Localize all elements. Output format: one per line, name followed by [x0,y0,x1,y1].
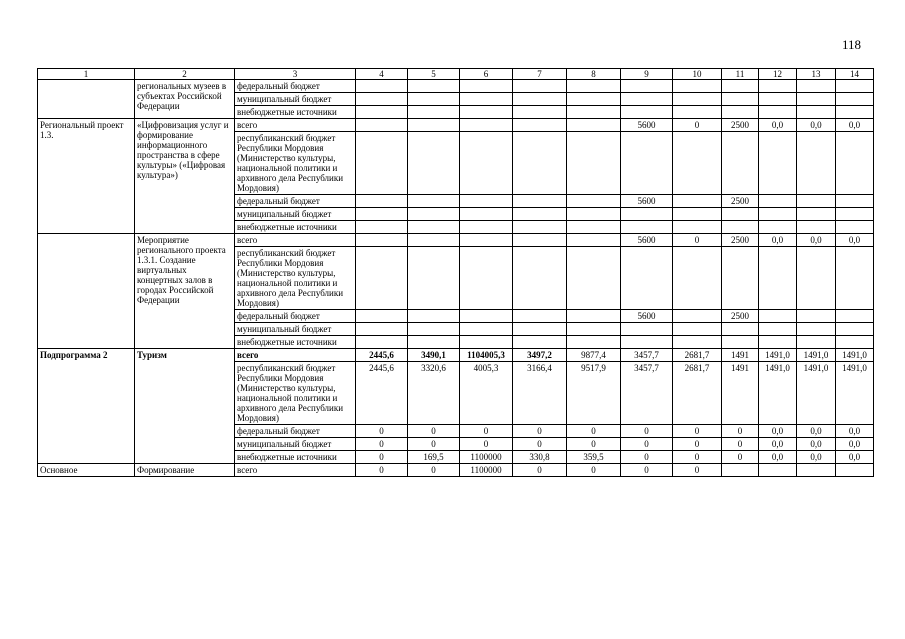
funding-source-cell: федеральный бюджет [235,310,356,323]
value-cell-col-10: 2681,7 [673,349,722,362]
funding-source-cell: федеральный бюджет [235,80,356,93]
value-cell-col-10 [673,247,722,310]
column-header-5: 5 [408,69,460,80]
value-cell-col-10: 2681,7 [673,362,722,425]
value-cell-col-7 [513,119,567,132]
value-cell-col-7 [513,208,567,221]
value-cell-col-12: 1491,0 [759,349,797,362]
table-row [38,80,874,93]
value-cell-col-8 [567,310,621,323]
value-cell-col-10 [673,221,722,234]
value-cell-col-13: 0,0 [797,119,836,132]
value-cell-col-14: 0,0 [836,119,874,132]
value-cell-col-6: 1100000 [460,464,513,477]
value-cell-col-12: 0,0 [759,451,797,464]
value-cell-col-6 [460,247,513,310]
value-cell-col-7 [513,80,567,93]
value-cell-col-11: 0 [722,451,759,464]
value-cell-col-6 [460,106,513,119]
column-header-6: 6 [460,69,513,80]
program-name-cell: Формирование [135,464,235,477]
funding-source-cell: республиканский бюджет Республики Мордовия (Министерство культуры, национальной политики и архивного дела Республики Мордовия) [235,132,356,195]
value-cell-col-12 [759,132,797,195]
value-cell-col-9 [621,93,673,106]
funding-source-cell: всего [235,234,356,247]
value-cell-col-9: 3457,7 [621,362,673,425]
value-cell-col-13 [797,208,836,221]
value-cell-col-13 [797,106,836,119]
value-cell-col-12 [759,208,797,221]
value-cell-col-9: 0 [621,451,673,464]
value-cell-col-13 [797,464,836,477]
value-cell-col-12 [759,80,797,93]
value-cell-col-4 [356,80,408,93]
value-cell-col-9 [621,323,673,336]
value-cell-col-12 [759,323,797,336]
table-body [38,69,874,477]
value-cell-col-13 [797,247,836,310]
value-cell-col-9: 0 [621,438,673,451]
value-cell-col-14: 0,0 [836,425,874,438]
value-cell-col-5 [408,132,460,195]
value-cell-col-11 [722,323,759,336]
value-cell-col-12 [759,247,797,310]
budget-table [37,68,874,477]
value-cell-col-8 [567,195,621,208]
value-cell-col-7: 3166,4 [513,362,567,425]
value-cell-col-11: 2500 [722,119,759,132]
column-header-12: 12 [759,69,797,80]
value-cell-col-10: 0 [673,438,722,451]
program-name-cell: региональных музеев в субъектах Российской Федерации [135,80,235,119]
value-cell-col-9: 5600 [621,310,673,323]
column-header-4: 4 [356,69,408,80]
value-cell-col-4: 2445,6 [356,349,408,362]
column-header-1: 1 [38,69,135,80]
value-cell-col-12: 0,0 [759,425,797,438]
value-cell-col-6 [460,195,513,208]
value-cell-col-10: 0 [673,451,722,464]
value-cell-col-13: 0,0 [797,425,836,438]
program-name-cell: «Цифровизация услуг и формирование информационного пространства в сфере культуры» («Цифровая культура») [135,119,235,234]
value-cell-col-14: 0,0 [836,234,874,247]
value-cell-col-13 [797,132,836,195]
value-cell-col-10: 0 [673,464,722,477]
value-cell-col-6 [460,132,513,195]
value-cell-col-5: 3490,1 [408,349,460,362]
column-header-14: 14 [836,69,874,80]
value-cell-col-4 [356,132,408,195]
program-name-cell: Мероприятие регионального проекта 1.3.1. Создание виртуальных концертных залов в городах Российской Федерации [135,234,235,349]
value-cell-col-12 [759,195,797,208]
value-cell-col-13 [797,310,836,323]
value-cell-col-10 [673,336,722,349]
value-cell-col-10 [673,132,722,195]
value-cell-col-4 [356,247,408,310]
value-cell-col-4: 0 [356,438,408,451]
value-cell-col-11 [722,93,759,106]
value-cell-col-8 [567,132,621,195]
value-cell-col-4 [356,93,408,106]
value-cell-col-7: 3497,2 [513,349,567,362]
value-cell-col-7 [513,323,567,336]
program-code-cell [38,234,135,349]
value-cell-col-5: 169,5 [408,451,460,464]
value-cell-col-4 [356,221,408,234]
value-cell-col-7 [513,234,567,247]
value-cell-col-5: 0 [408,425,460,438]
value-cell-col-4 [356,208,408,221]
funding-source-cell: федеральный бюджет [235,195,356,208]
value-cell-col-6 [460,221,513,234]
value-cell-col-6 [460,93,513,106]
value-cell-col-12: 0,0 [759,438,797,451]
funding-source-cell: муниципальный бюджет [235,208,356,221]
value-cell-col-14: 0,0 [836,438,874,451]
value-cell-col-7 [513,195,567,208]
value-cell-col-5 [408,93,460,106]
value-cell-col-11: 0 [722,438,759,451]
value-cell-col-6: 0 [460,425,513,438]
value-cell-col-14: 1491,0 [836,349,874,362]
value-cell-col-6 [460,336,513,349]
value-cell-col-10 [673,93,722,106]
funding-source-cell: внебюджетные источники [235,221,356,234]
value-cell-col-5 [408,208,460,221]
funding-source-cell: всего [235,349,356,362]
value-cell-col-14 [836,93,874,106]
value-cell-col-11: 1491 [722,349,759,362]
value-cell-col-13 [797,336,836,349]
value-cell-col-8 [567,119,621,132]
value-cell-col-8: 9877,4 [567,349,621,362]
value-cell-col-11 [722,221,759,234]
value-cell-col-11 [722,132,759,195]
program-code-cell: Подпрограмма 2 [38,349,135,464]
value-cell-col-8 [567,323,621,336]
value-cell-col-8: 359,5 [567,451,621,464]
value-cell-col-7 [513,310,567,323]
value-cell-col-6: 1104005,3 [460,349,513,362]
value-cell-col-10 [673,80,722,93]
column-header-10: 10 [673,69,722,80]
value-cell-col-4: 0 [356,464,408,477]
value-cell-col-4 [356,323,408,336]
value-cell-col-14 [836,336,874,349]
value-cell-col-10: 0 [673,119,722,132]
value-cell-col-4: 0 [356,425,408,438]
column-header-3: 3 [235,69,356,80]
value-cell-col-5: 0 [408,438,460,451]
value-cell-col-8: 0 [567,425,621,438]
value-cell-col-7: 0 [513,438,567,451]
value-cell-col-10: 0 [673,425,722,438]
value-cell-col-11 [722,464,759,477]
table-row [38,234,874,247]
value-cell-col-6 [460,80,513,93]
value-cell-col-14 [836,310,874,323]
value-cell-col-13 [797,93,836,106]
value-cell-col-14 [836,106,874,119]
value-cell-col-4 [356,310,408,323]
value-cell-col-6: 0 [460,438,513,451]
value-cell-col-9: 5600 [621,234,673,247]
value-cell-col-6: 1100000 [460,451,513,464]
value-cell-col-6 [460,323,513,336]
value-cell-col-12: 0,0 [759,119,797,132]
funding-source-cell: всего [235,119,356,132]
funding-source-cell: муниципальный бюджет [235,93,356,106]
value-cell-col-8: 0 [567,464,621,477]
value-cell-col-11: 0 [722,425,759,438]
value-cell-col-5 [408,310,460,323]
value-cell-col-6 [460,234,513,247]
value-cell-col-8 [567,247,621,310]
value-cell-col-13 [797,80,836,93]
value-cell-col-14 [836,80,874,93]
value-cell-col-9: 0 [621,425,673,438]
value-cell-col-7 [513,336,567,349]
value-cell-col-5 [408,80,460,93]
program-code-cell [38,80,135,119]
funding-source-cell: внебюджетные источники [235,336,356,349]
value-cell-col-9 [621,132,673,195]
value-cell-col-5: 3320,6 [408,362,460,425]
value-cell-col-7: 0 [513,464,567,477]
value-cell-col-5 [408,336,460,349]
value-cell-col-5: 0 [408,464,460,477]
value-cell-col-8 [567,234,621,247]
value-cell-col-11 [722,208,759,221]
value-cell-col-7 [513,247,567,310]
value-cell-col-12: 1491,0 [759,362,797,425]
value-cell-col-11: 1491 [722,362,759,425]
value-cell-col-11: 2500 [722,195,759,208]
value-cell-col-8 [567,336,621,349]
funding-source-cell: федеральный бюджет [235,425,356,438]
table-row [38,119,874,132]
value-cell-col-12 [759,106,797,119]
value-cell-col-13: 1491,0 [797,362,836,425]
funding-source-cell: республиканский бюджет Республики Мордовия (Министерство культуры, национальной политики и архивного дела Республики Мордовия) [235,247,356,310]
value-cell-col-7: 330,8 [513,451,567,464]
value-cell-col-9: 3457,7 [621,349,673,362]
value-cell-col-8: 0 [567,438,621,451]
value-cell-col-11 [722,336,759,349]
value-cell-col-4 [356,336,408,349]
value-cell-col-8 [567,93,621,106]
value-cell-col-9 [621,208,673,221]
value-cell-col-12: 0,0 [759,234,797,247]
value-cell-col-9 [621,221,673,234]
value-cell-col-7 [513,106,567,119]
program-name-cell: Туризм [135,349,235,464]
value-cell-col-8: 9517,9 [567,362,621,425]
value-cell-col-11 [722,80,759,93]
value-cell-col-5 [408,195,460,208]
value-cell-col-12 [759,336,797,349]
column-header-9: 9 [621,69,673,80]
value-cell-col-5 [408,106,460,119]
value-cell-col-6 [460,119,513,132]
value-cell-col-7 [513,132,567,195]
value-cell-col-9: 5600 [621,195,673,208]
value-cell-col-9 [621,106,673,119]
value-cell-col-5 [408,247,460,310]
value-cell-col-8 [567,106,621,119]
value-cell-col-13: 0,0 [797,451,836,464]
value-cell-col-11: 2500 [722,234,759,247]
value-cell-col-10 [673,310,722,323]
value-cell-col-14 [836,323,874,336]
value-cell-col-9 [621,336,673,349]
value-cell-col-11 [722,106,759,119]
column-header-13: 13 [797,69,836,80]
value-cell-col-13 [797,323,836,336]
value-cell-col-6: 4005,3 [460,362,513,425]
column-header-8: 8 [567,69,621,80]
funding-source-cell: всего [235,464,356,477]
value-cell-col-5 [408,234,460,247]
value-cell-col-9 [621,247,673,310]
value-cell-col-14 [836,208,874,221]
value-cell-col-4 [356,106,408,119]
funding-source-cell: внебюджетные источники [235,451,356,464]
table-row [38,464,874,477]
funding-source-cell: республиканский бюджет Республики Мордовия (Министерство культуры, национальной политики и архивного дела Республики Мордовия) [235,362,356,425]
value-cell-col-13 [797,221,836,234]
header-row [38,69,874,80]
value-cell-col-14 [836,132,874,195]
value-cell-col-4: 2445,6 [356,362,408,425]
value-cell-col-4 [356,234,408,247]
value-cell-col-6 [460,208,513,221]
column-header-2: 2 [135,69,235,80]
value-cell-col-13: 0,0 [797,438,836,451]
value-cell-col-10 [673,106,722,119]
value-cell-col-4 [356,195,408,208]
value-cell-col-7 [513,93,567,106]
value-cell-col-8 [567,221,621,234]
value-cell-col-5 [408,323,460,336]
value-cell-col-7: 0 [513,425,567,438]
value-cell-col-13: 0,0 [797,234,836,247]
value-cell-col-7 [513,221,567,234]
value-cell-col-14 [836,221,874,234]
value-cell-col-10 [673,208,722,221]
program-code-cell: Региональный проект 1.3. [38,119,135,234]
value-cell-col-9: 5600 [621,119,673,132]
funding-source-cell: муниципальный бюджет [235,438,356,451]
value-cell-col-12 [759,93,797,106]
value-cell-col-12 [759,310,797,323]
value-cell-col-13 [797,195,836,208]
value-cell-col-5 [408,221,460,234]
value-cell-col-11: 2500 [722,310,759,323]
value-cell-col-6 [460,310,513,323]
value-cell-col-14 [836,195,874,208]
value-cell-col-9: 0 [621,464,673,477]
value-cell-col-14: 1491,0 [836,362,874,425]
funding-source-cell: внебюджетные источники [235,106,356,119]
value-cell-col-12 [759,221,797,234]
table-row [38,349,874,362]
value-cell-col-4: 0 [356,451,408,464]
value-cell-col-12 [759,464,797,477]
value-cell-col-14 [836,464,874,477]
program-code-cell: Основное [38,464,135,477]
value-cell-col-11 [722,247,759,310]
value-cell-col-5 [408,119,460,132]
value-cell-col-4 [356,119,408,132]
funding-source-cell: муниципальный бюджет [235,323,356,336]
column-header-7: 7 [513,69,567,80]
value-cell-col-8 [567,80,621,93]
page-number: 118 [842,37,862,52]
column-header-11: 11 [722,69,759,80]
value-cell-col-10 [673,195,722,208]
value-cell-col-14: 0,0 [836,451,874,464]
value-cell-col-10: 0 [673,234,722,247]
value-cell-col-9 [621,80,673,93]
value-cell-col-10 [673,323,722,336]
value-cell-col-13: 1491,0 [797,349,836,362]
value-cell-col-8 [567,208,621,221]
value-cell-col-14 [836,247,874,310]
